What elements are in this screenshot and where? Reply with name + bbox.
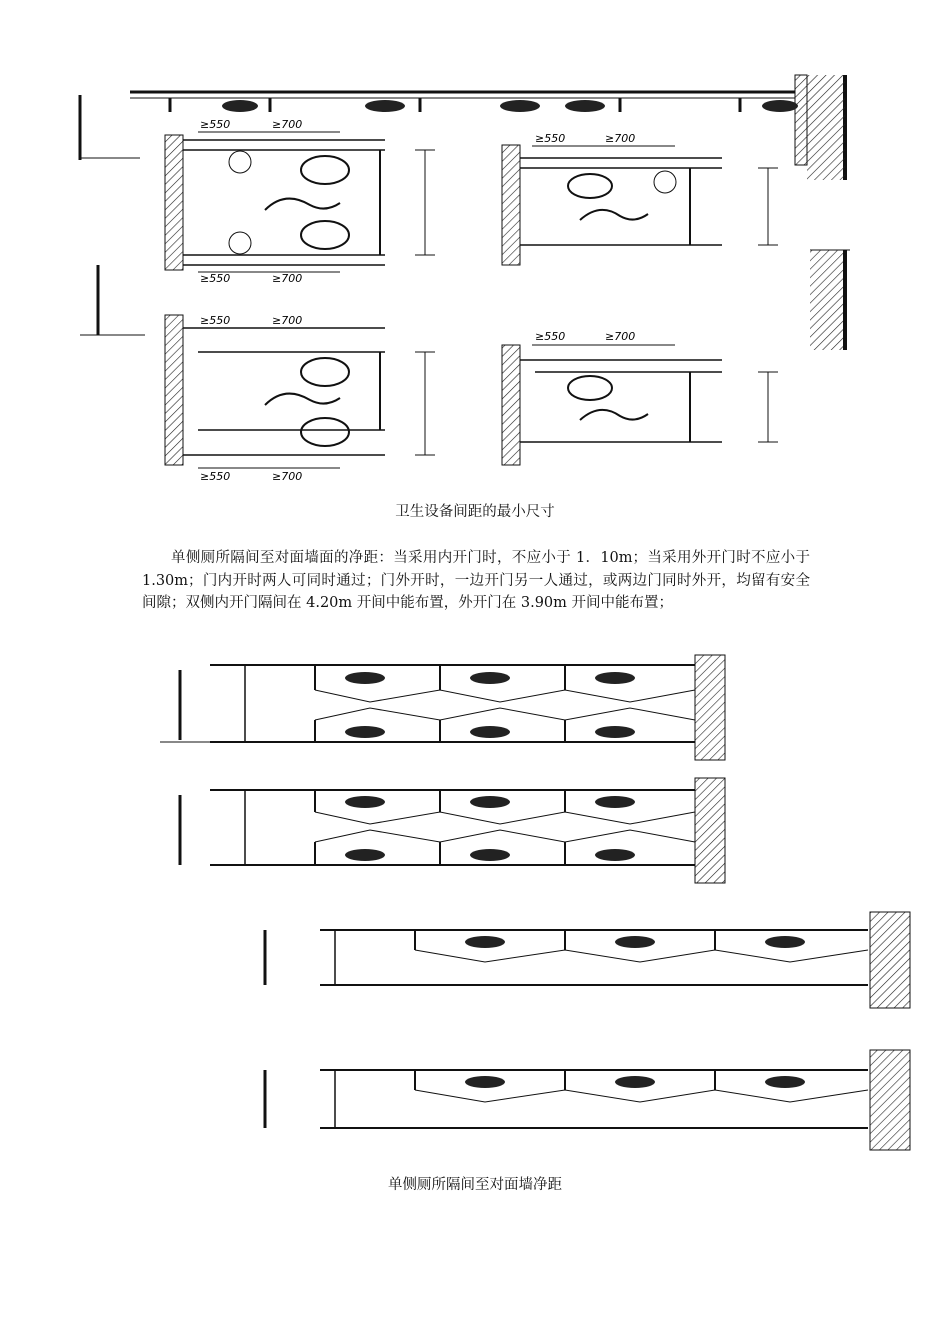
dim-b-c-top: ≥700 — [272, 314, 303, 327]
fixture-spacing-drawing — [50, 70, 870, 500]
figure-fixture-spacing — [50, 70, 870, 500]
dim-b-b: ≥700 — [605, 132, 636, 145]
figure1-caption: 卫生设备间距的最小尺寸 — [395, 504, 555, 520]
dim-a-c-bottom: ≥550 — [200, 470, 231, 483]
stall-clearance-drawing — [140, 650, 920, 1160]
dim-a-b: ≥550 — [535, 132, 566, 145]
left-fragments — [80, 95, 850, 350]
block-d — [502, 330, 778, 465]
body-paragraph: 单侧厕所隔间至对面墙面的净距：当采用内开门时，不应小于 1．10m；当采用外开门时不应小于 1.30m；门内开时两人可同时通过；门外开时，一边开门另一人通过，或两边门同时外开，均留有安全间隙；双侧内开门隔间在 4.20m 开间中能布置，外开门在 3.90m 开间中能布置； — [142, 550, 810, 611]
dim-b-bottom: ≥700 — [272, 272, 303, 285]
block-a — [165, 118, 435, 285]
figure-stall-clearance — [140, 650, 920, 1160]
block-c — [165, 314, 435, 483]
dim-a-bottom: ≥550 — [200, 272, 231, 285]
layout-row-4 — [265, 1050, 910, 1150]
dim-a-top: ≥550 — [200, 118, 231, 131]
layout-row-2 — [180, 778, 725, 883]
layout-row-3 — [265, 912, 910, 1008]
dim-a-c-top: ≥550 — [200, 314, 231, 327]
layout-row-1 — [160, 655, 725, 760]
dim-a-d: ≥550 — [535, 330, 566, 343]
figure2-caption: 单侧厕所隔间至对面墙净距 — [388, 1177, 562, 1193]
dim-b-top: ≥700 — [272, 118, 303, 131]
block-b — [502, 132, 778, 265]
dim-b-c-bottom: ≥700 — [272, 470, 303, 483]
top-row-wall — [130, 75, 845, 180]
dim-b-d: ≥700 — [605, 330, 636, 343]
